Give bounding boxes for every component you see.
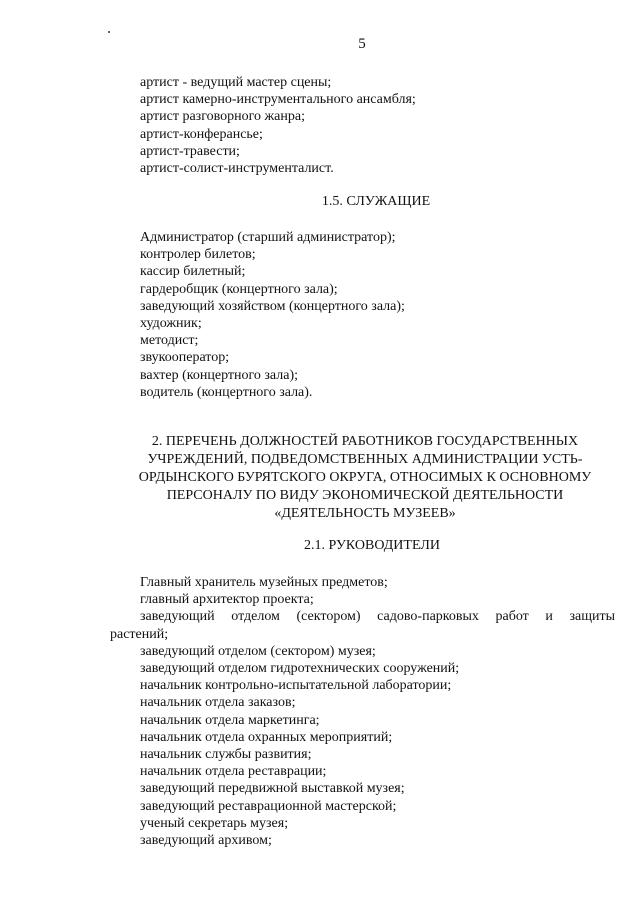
employees-list bbox=[0, 229, 640, 401]
list-item: заведующий передвижной выставкой музея; bbox=[140, 781, 405, 797]
list-item: артист-травести; bbox=[140, 143, 240, 159]
list-item: художник; bbox=[140, 316, 202, 332]
list-item: заведующий архивом; bbox=[140, 833, 272, 849]
list-item: артист разговорного жанра; bbox=[140, 109, 305, 125]
list-item: заведующий отделом гидротехнических сооружений; bbox=[140, 661, 460, 677]
list-item: Главный хранитель музейных предметов; bbox=[140, 575, 388, 590]
list-item: заведующий реставрационной мастерской; bbox=[140, 798, 397, 814]
list-item: артист камерно-инструментального ансамбля; bbox=[140, 92, 416, 108]
list-item: методист; bbox=[140, 333, 199, 349]
list-item: артист - ведущий мастер сцены; bbox=[140, 75, 332, 90]
list-item: звукооператор; bbox=[140, 350, 230, 366]
section-heading-employees: 1.5. СЛУЖАЩИЕ bbox=[321, 194, 431, 209]
heading-line: ОРДЫНСКОГО БУРЯТСКОГО ОКРУГА, ОТНОСИМЫХ К ОСНОВНОМУ bbox=[138, 470, 592, 485]
heading-line: «ДЕЯТЕЛЬНОСТЬ МУЗЕЕВ» bbox=[274, 506, 456, 521]
list-item: заведующий отделом (сектором) музея; bbox=[140, 643, 376, 659]
list-item: растений; bbox=[110, 626, 169, 642]
list-item: главный архитектор проекта; bbox=[140, 592, 314, 608]
list-item: начальник отдела реставрации; bbox=[140, 764, 327, 780]
managers-list bbox=[0, 574, 640, 849]
list-item bbox=[0, 608, 615, 625]
heading-line: УЧРЕЖДЕНИЙ, ПОДВЕДОМСТВЕННЫХ АДМИНИСТРАЦИИ УСТЬ- bbox=[147, 452, 583, 467]
list-item: начальник службы развития; bbox=[140, 747, 312, 763]
justified-line: заведующий отделом (сектором) садово-парковых работ и защиты bbox=[140, 609, 615, 625]
list-item: начальник контрольно-испытательной лаборатории; bbox=[140, 678, 452, 694]
list-item: контролер билетов; bbox=[140, 247, 256, 263]
list-item: гардеробщик (концертного зала); bbox=[140, 281, 338, 297]
list-item: начальник отдела маркетинга; bbox=[140, 712, 320, 728]
section-heading-managers: 2.1. РУКОВОДИТЕЛИ bbox=[304, 538, 440, 553]
list-item: артист-солист-инструменталист. bbox=[140, 161, 334, 177]
heading-line: 2. ПЕРЕЧЕНЬ ДОЛЖНОСТЕЙ РАБОТНИКОВ ГОСУДАРСТВЕННЫХ bbox=[151, 434, 579, 449]
list-item: Администратор (старший администратор); bbox=[140, 230, 396, 245]
page-number: 5 bbox=[358, 36, 366, 52]
artist-list bbox=[0, 74, 640, 177]
list-item: начальник отдела охранных мероприятий; bbox=[140, 729, 393, 745]
list-item: заведующий хозяйством (концертного зала); bbox=[140, 298, 405, 314]
page-dot-mark bbox=[108, 31, 110, 33]
section-heading-museum-staff bbox=[104, 433, 626, 523]
heading-line: ПЕРСОНАЛУ ПО ВИДУ ЭКОНОМИЧЕСКОЙ ДЕЯТЕЛЬНОСТИ bbox=[166, 488, 564, 503]
list-item: водитель (концертного зала). bbox=[140, 384, 313, 400]
list-item: кассир билетный; bbox=[140, 264, 246, 280]
list-item: ученый секретарь музея; bbox=[140, 815, 289, 831]
list-item: вахтер (концертного зала); bbox=[140, 367, 299, 383]
list-item: артист-конферансье; bbox=[140, 126, 263, 142]
list-item: начальник отдела заказов; bbox=[140, 695, 296, 711]
